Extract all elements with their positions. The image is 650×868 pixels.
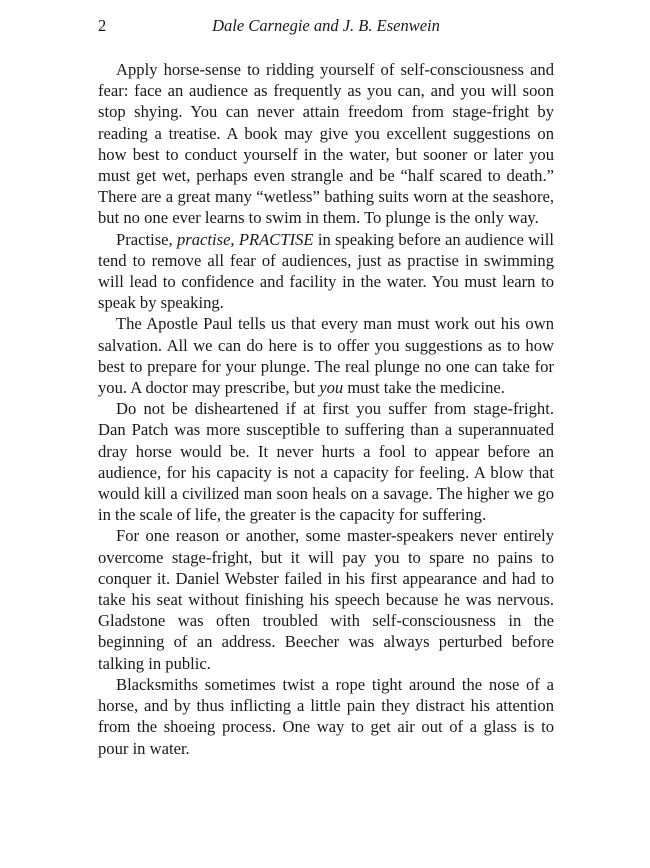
text-run: Do not be disheartened if at first you suffer from stage-fright. Dan Patch was more susceptible to suffering than a superannuated dray horse would be. It never hurts a fool to appear before an audience, for his capacity is not a capacity for feeling. A blow that would kill a civilized man soon heals on a savage. The higher we go in the scale of life, the greater is the capacity for suffering. bbox=[98, 399, 554, 525]
paragraph bbox=[98, 525, 554, 673]
italic-text: you bbox=[319, 378, 344, 398]
paragraph bbox=[98, 674, 554, 759]
page-number: 2 bbox=[98, 16, 107, 35]
paragraph bbox=[98, 313, 554, 398]
italic-text: practise, PRACTISE bbox=[176, 229, 314, 249]
text-run: Practise, bbox=[116, 229, 177, 249]
paragraph bbox=[98, 59, 554, 229]
paragraph bbox=[98, 229, 554, 314]
body-text bbox=[98, 59, 554, 759]
running-title: Dale Carnegie and J. B. Esenwein bbox=[212, 16, 440, 35]
text-run: in speaking before an audience will tend to remove all fear of audiences, just as practise in swimming will lead to confidence and facility in the water. You must learn to speak by speaking. bbox=[98, 229, 554, 313]
running-head bbox=[98, 16, 554, 38]
text-run: Blacksmiths sometimes twist a rope tight around the nose of a horse, and by thus inflicting a little pain they distract his attention from the shoeing process. One way to get air out of a glass is to pour in water. bbox=[98, 674, 554, 758]
paragraph bbox=[98, 398, 554, 525]
text-run: For one reason or another, some master-speakers never entirely overcome stage-fright, but it will pay you to spare no pains to conquer it. Daniel Webster failed in his first appearance and had to take his seat without finishing his speech because he was nervous. Gladstone was often troubled with self-consciousness in the beginning of an address. Beecher was always perturbed before talking in public. bbox=[98, 526, 554, 673]
text-run: Apply horse-sense to ridding yourself of self-consciousness and fear: face an audience as frequently as you can, and you will soon stop shying. You can never attain freedom from stage-fright by reading a treatise. A book may give you excellent suggestions on how best to conduct yourself in the water, but sooner or later you must get wet, perhaps even strangle and be “half scared to death.” There are a great many “wetless” bathing suits worn at the seashore, but no one ever learns to swim in them. To plunge is the only way. bbox=[98, 60, 554, 228]
text-run: must take the medicine. bbox=[343, 378, 505, 398]
text-run: The Apostle Paul tells us that every man must work out his own salvation. All we can do here is to offer you suggestions as to how best to prepare for your plunge. The real plunge no one can take for you. A doctor may prescribe, but bbox=[98, 314, 554, 398]
